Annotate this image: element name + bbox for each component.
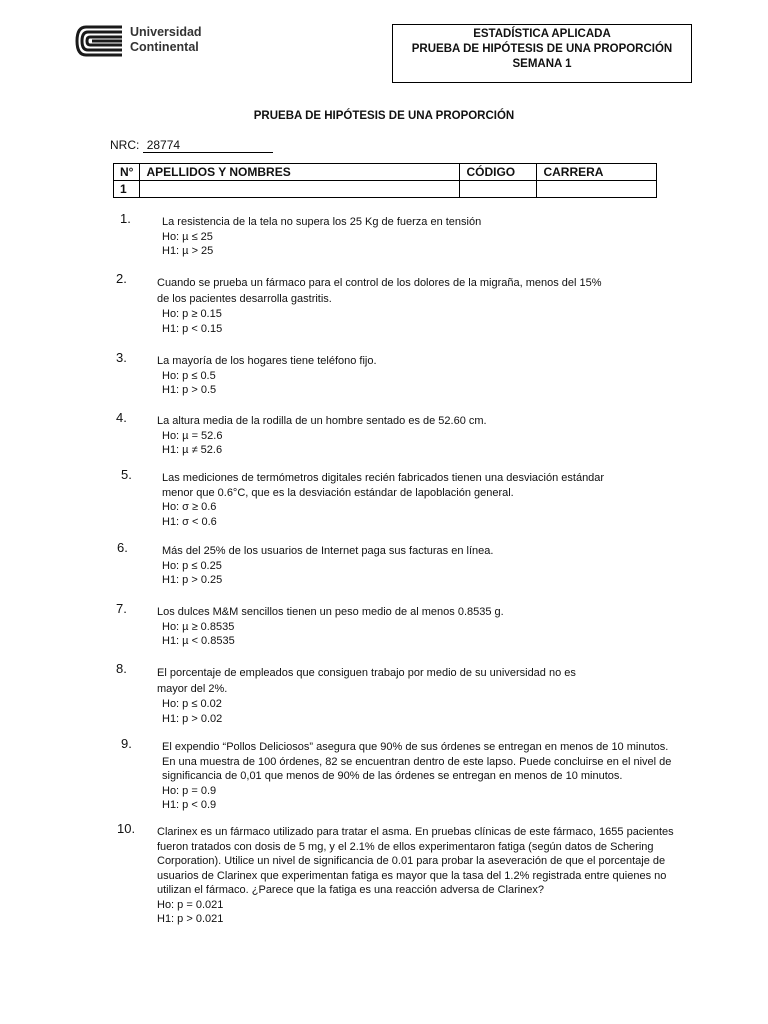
question-text: usuarios de Clarinex que experimentan fatiga es mayor que la tasa del 1.2% registrada entre quienes no <box>157 869 667 882</box>
question-5 <box>121 467 652 529</box>
topic-name: PRUEBA DE HIPÓTESIS DE UNA PROPORCIÓN <box>411 43 673 55</box>
null-hypothesis: Ho: p ≥ 0.15 <box>162 308 222 320</box>
question-text: Cuando se prueba un fármaco para el control de los dolores de la migraña, menos del 15% <box>157 277 602 289</box>
alt-hypothesis: H1: p < 0.15 <box>162 322 223 335</box>
null-hypothesis: Ho: µ ≤ 25 <box>162 230 213 243</box>
alt-hypothesis: H1: σ < 0.6 <box>162 515 217 528</box>
question-3 <box>116 350 637 398</box>
nrc-field <box>110 138 273 153</box>
table-header-row <box>114 164 657 181</box>
nrc-label: NRC: <box>110 138 140 152</box>
question-text: Corporation). Utilice un nivel de significancia de 0.01 para probar la aseveración de que el porcentaje de <box>157 855 666 867</box>
header-code: CÓDIGO <box>460 164 537 181</box>
page-title: PRUEBA DE HIPÓTESIS DE UNA PROPORCIÓN <box>253 110 515 122</box>
question-number: 3. <box>116 350 127 365</box>
question-text: La altura media de la rodilla de un hombre sentado es de 52.60 cm. <box>157 415 487 427</box>
question-text: Las mediciones de termómetros digitales recién fabricados tienen una desviación estándar <box>162 472 605 484</box>
row-number: 1 <box>114 181 140 198</box>
nrc-value: 28774 <box>143 138 273 153</box>
question-10 <box>117 821 712 927</box>
question-text: menor que 0.6°C, que es la desviación estándar de lapoblación general. <box>162 486 514 499</box>
table-row <box>114 181 657 198</box>
logo-mark-icon <box>72 22 124 60</box>
question-text: Más del 25% de los usuarios de Internet paga sus facturas en línea. <box>162 545 494 557</box>
logo-line-1: Universidad <box>130 25 202 39</box>
header-names: APELLIDOS Y NOMBRES <box>140 164 460 181</box>
question-number: 8. <box>116 661 127 676</box>
alt-hypothesis: H1: p > 0.25 <box>162 574 223 586</box>
null-hypothesis: Ho: µ = 52.6 <box>162 429 223 442</box>
logo-line-2: Continental <box>130 40 199 54</box>
week-label: SEMANA 1 <box>512 58 572 70</box>
question-text: El expendio “Pollos Deliciosos” asegura que 90% de sus órdenes se entregan en menos de 10 minutos. <box>162 741 669 753</box>
question-6 <box>117 540 642 588</box>
null-hypothesis: Ho: µ ≥ 0.8535 <box>162 620 235 633</box>
alt-hypothesis: H1: p > 0.02 <box>162 712 223 725</box>
question-number: 1. <box>120 211 131 226</box>
question-7 <box>116 601 637 649</box>
question-number: 2. <box>116 271 127 286</box>
question-9 <box>121 736 712 813</box>
row-career-cell[interactable] <box>537 181 657 198</box>
question-text: Los dulces M&M sencillos tienen un peso medio de al menos 0.8535 g. <box>157 606 504 618</box>
question-text: significancia de 0,01 que menos de 90% de las órdenes se entregan en menos de 10 minutos. <box>162 770 623 782</box>
header-number: N° <box>114 164 140 181</box>
university-logo <box>72 22 222 60</box>
question-text: fueron tratados con dosis de 5 mg, y el 2.1% de ellos experimentaron fatiga (según datos de Schering <box>157 840 654 853</box>
question-number: 4. <box>116 410 127 425</box>
question-text: El porcentaje de empleados que consiguen trabajo por medio de su universidad no es <box>157 667 576 679</box>
course-name: ESTADÍSTICA APLICADA <box>473 28 611 40</box>
question-text: La resistencia de la tela no supera los 25 Kg de fuerza en tensión <box>162 216 482 228</box>
null-hypothesis: Ho: p = 0.021 <box>157 898 224 911</box>
alt-hypothesis: H1: p < 0.9 <box>162 799 217 811</box>
question-number: 10. <box>117 821 136 836</box>
alt-hypothesis: H1: µ < 0.8535 <box>162 635 235 647</box>
question-2 <box>116 271 637 336</box>
null-hypothesis: Ho: σ ≥ 0.6 <box>162 501 217 513</box>
question-8 <box>116 661 637 726</box>
header-career: CARRERA <box>537 164 657 181</box>
null-hypothesis: Ho: p ≤ 0.02 <box>162 698 222 710</box>
row-names-cell[interactable] <box>140 181 460 198</box>
alt-hypothesis: H1: p > 0.021 <box>157 913 224 925</box>
question-number: 7. <box>116 601 127 616</box>
question-text: Clarinex es un fármaco utilizado para tratar el asma. En pruebas clínicas de este fármaco, 1655 pacientes <box>157 826 674 838</box>
student-table <box>113 163 657 198</box>
null-hypothesis: Ho: p ≤ 0.5 <box>162 369 216 382</box>
question-text: de los pacientes desarrolla gastritis. <box>157 293 332 305</box>
null-hypothesis: Ho: p = 0.9 <box>162 784 217 797</box>
null-hypothesis: Ho: p ≤ 0.25 <box>162 559 222 572</box>
question-1 <box>120 211 642 259</box>
question-number: 5. <box>121 467 132 482</box>
question-4 <box>116 410 637 458</box>
question-text: La mayoría de los hogares tiene teléfono fijo. <box>157 355 377 367</box>
question-number: 6. <box>117 540 128 555</box>
alt-hypothesis: H1: p > 0.5 <box>162 384 217 396</box>
question-text: En una muestra de 100 órdenes, 82 se encuentran dentro de este lapso. Puede concluirse en el nivel de <box>162 755 672 768</box>
alt-hypothesis: H1: µ ≠ 52.6 <box>162 444 223 456</box>
row-code-cell[interactable] <box>460 181 537 198</box>
course-header-box <box>392 24 692 83</box>
question-text: mayor del 2%. <box>157 683 228 695</box>
question-text: utilizan el fármaco. ¿Parece que la fatiga es una reacción adversa de Clarinex? <box>157 884 545 896</box>
question-number: 9. <box>121 736 132 751</box>
alt-hypothesis: H1: µ > 25 <box>162 245 214 257</box>
